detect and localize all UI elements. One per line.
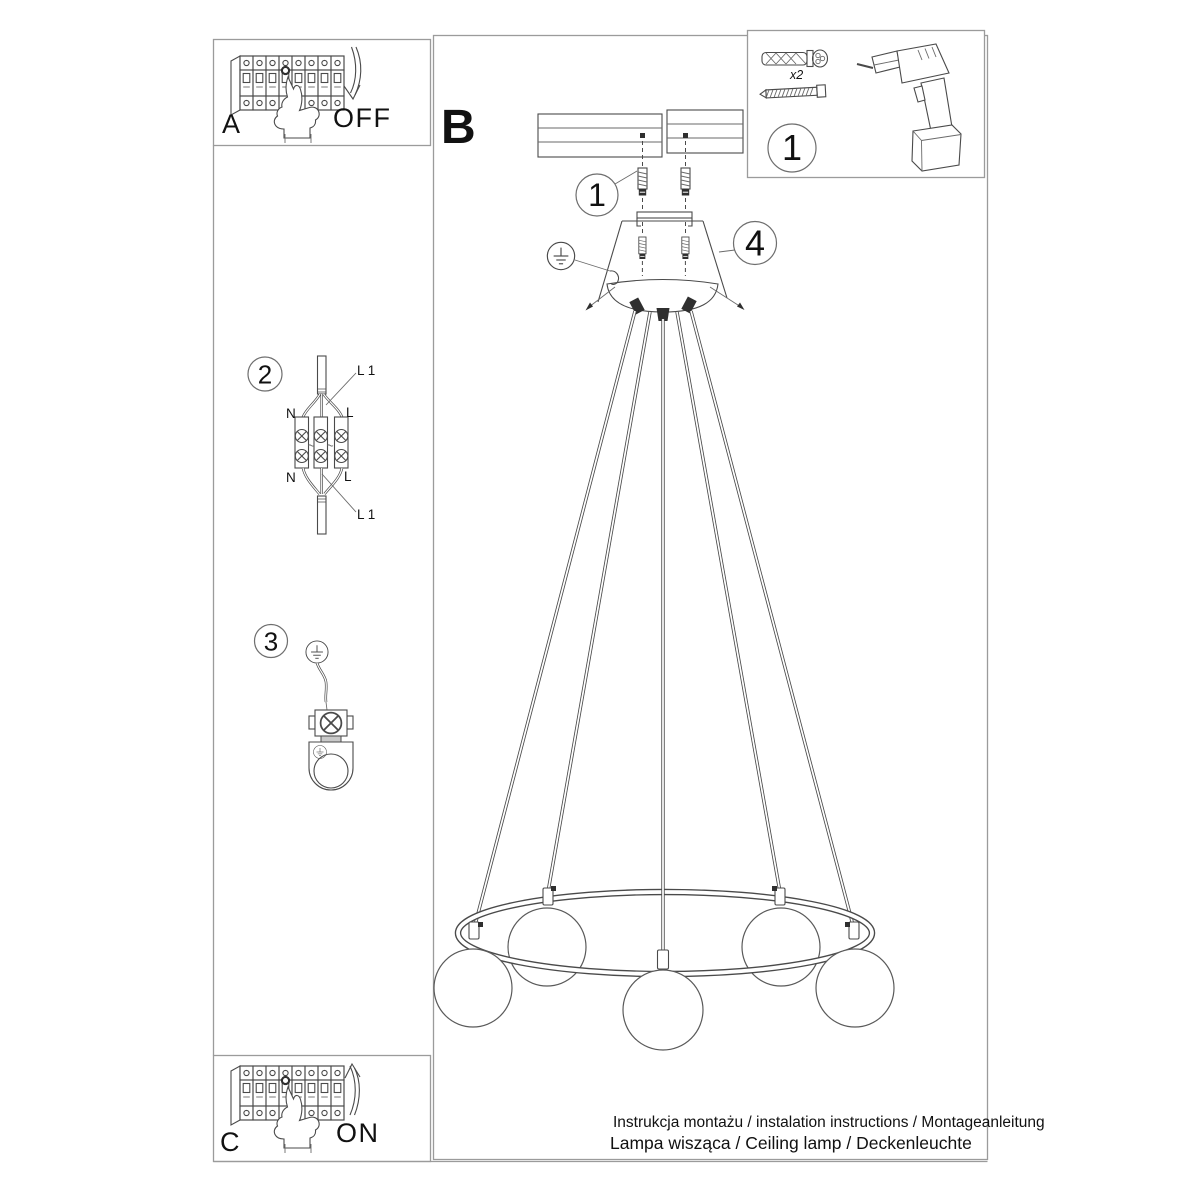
ground-connection [255,625,354,791]
quantity-label: x2 [790,68,804,82]
main-panel-border [434,36,988,1160]
wires-top [303,394,342,417]
panel-c-breaker-on [220,1064,380,1157]
panel-b-label: B [441,101,476,154]
footer-line1: Instrukcja montażu / instalation instructions / Montageanleitung [613,1114,1045,1131]
canopy [598,212,727,321]
ground-terminal [309,710,353,742]
canopy-dome [607,280,718,313]
section-b [441,101,777,321]
panel-a-breaker-off [222,47,392,143]
mounting-anchors [638,133,690,211]
chandelier [434,311,894,1050]
step2-number: 2 [257,359,273,390]
step4-number: 4 [744,222,766,264]
wiring-diagram [248,356,375,534]
footer-line2: Lampa wisząca / Ceiling lamp / Deckenleuchte [610,1133,972,1153]
step1-leader [615,171,637,184]
label-n-top: N [286,406,296,421]
anchor-icon [639,237,646,259]
off-label: OFF [333,103,392,133]
ground-bracket [309,742,353,790]
label-l-bottom: L [344,469,352,484]
arrow-up-icon [350,1066,355,1115]
cable-sleeve-top [318,356,327,394]
globe-front-center [623,970,703,1050]
earth-icon [306,641,328,663]
label-n-bottom: N [286,470,296,485]
terminal-block [295,417,348,468]
on-label: ON [336,1118,380,1148]
step1-number: 1 [588,177,606,213]
center-fitting [658,950,669,969]
globe-front-right [816,949,894,1027]
anchor-icon [682,237,689,259]
anchor-icon [681,168,690,196]
label-l1-top: L 1 [357,363,376,378]
ground-symbol-canopy [547,242,618,284]
label-l-top: L [346,405,354,420]
step3-number: 3 [263,626,279,657]
panel-c-label: C [220,1127,240,1157]
l1-top-leader [326,373,356,405]
tools-step-number: 1 [781,127,803,168]
globe-front-left [434,949,512,1027]
step4-leader [719,250,735,252]
earth-icon [547,242,574,269]
anchor-icon [638,168,647,196]
footer [610,1114,1045,1153]
globe-back-left [508,908,586,986]
ground-wire [317,663,326,702]
globe-back-right [742,908,820,986]
panel-a-label: A [222,109,241,139]
label-l1-bottom: L 1 [357,507,376,522]
